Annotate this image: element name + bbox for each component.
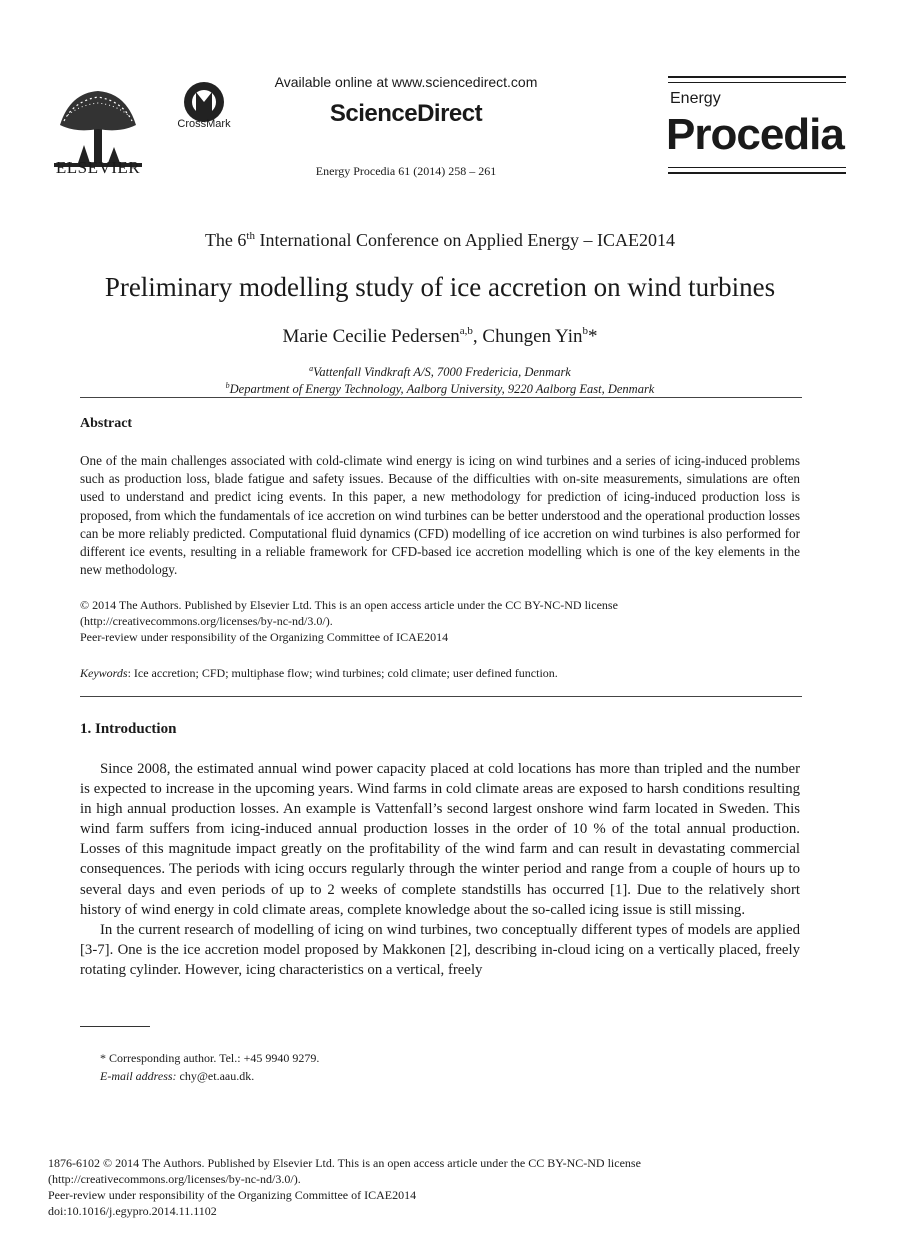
keywords-line: Keywords: Ice accretion; CFD; multiphase flow; wind turbines; cold climate; user defined function.: [80, 666, 558, 680]
affiliation-a: $^a$Vattenfall Vindkraft A/S, 7000 Fredericia, Denmark: [309, 364, 571, 379]
introduction-paragraph: In the current research of modelling of icing on wind turbines, two conceptually different types of models are applied [3-7]. One is the ice accretion model proposed by Makkonen [2], describing in-cloud icing on a vertically placed, freely rotating cylinder. However, icing characteristics on a vertical, freely: [80, 921, 800, 978]
email-address[interactable]: chy@et.aau.dk.: [176, 1069, 255, 1083]
journal-logo-procedia: Procedia: [666, 110, 844, 159]
email-note: E-mail address: chy@et.aau.dk.: [100, 1069, 255, 1083]
introduction-body: [80, 759, 800, 980]
author-list: Marie Cecilie Pedersen$^{a,b}$, Chungen Yin$^b$*: [282, 325, 598, 347]
footer-license-link[interactable]: (http://creativecommons.org/licenses/by-nc-nd/3.0/).: [48, 1172, 301, 1186]
peer-review-line: Peer-review under responsibility of the Organizing Committee of ICAE2014: [80, 630, 449, 644]
corresponding-marker: *: [588, 326, 598, 347]
journal-logo-rule-top: [668, 76, 846, 78]
journal-logo-energy: Energy: [670, 90, 721, 107]
affiliation-b: $^b$Department of Energy Technology, Aalborg University, 9220 Aalborg East, Denmark: [225, 381, 655, 396]
journal-logo-rule-bottom-thin: [668, 167, 846, 168]
journal-logo-rule-top-thin: [668, 82, 846, 83]
copyright-line: © 2014 The Authors. Published by Elsevier Ltd. This is an open access article under the CC BY-NC-ND license: [80, 598, 618, 612]
introduction-heading: 1. Introduction: [80, 721, 177, 737]
publisher-name: ELSEVIER: [55, 158, 141, 177]
introduction-paragraph: Since 2008, the estimated annual wind power capacity placed at cold locations has more than tripled and the number is expected to increase in the upcoming years. Wind farms in cold climate areas are exposed to harsh conditions resulting in high annual production losses. An example is Vattenfall’s second largest onshore wind farm located in Sweden. This wind farm suffers from icing-induced annual production losses in the order of 10 % of the total annual production. Losses of this magnitude impact greatly on the profitability of the wind farm and can result in devastating commercial consequences. The periods with icing occurs regularly through the winter period and range from a couple of hours up to several days and even periods of up to 2 weeks of complete standstills has occurred [1]. Due to the relatively short history of wind energy in cold climate areas, complete knowledge about the so-called icing issue is still missing.: [80, 761, 800, 918]
footer-peer-review: Peer-review under responsibility of the Organizing Committee of ICAE2014: [48, 1188, 417, 1202]
corresponding-author-note: * Corresponding author. Tel.: +45 9940 9279.: [100, 1051, 320, 1065]
author-name: Marie Cecilie Pedersen: [282, 326, 460, 347]
abstract-heading: Abstract: [80, 416, 133, 431]
author-affiliation-marks: b: [582, 325, 588, 337]
header-divider: [80, 397, 802, 398]
abstract-text: One of the main challenges associated with cold-climate wind energy is icing on wind turbines and a series of icing-induced problems such as production loss, blade fatigue and safety issues. Because of the difficulties with on-site measurements, simulations are often used to understand and predict icing events. In this paper, a new methodology for prediction of icing-induced production loss is proposed, from which the fundamentals of ice accretion on wind turbines can be better understood and the operational production losses can be more reliably predicted. Computational fluid dynamics (CFD) modelling of ice accretion on wind turbines is also performed for different ice events, resulting in a reliable framework for CFD-based ice accretion modelling which is one of the key elements in the new methodology.: [80, 453, 800, 578]
author-name: Chungen Yin: [482, 326, 583, 347]
doi-link[interactable]: doi:10.1016/j.egypro.2014.11.1102: [48, 1204, 217, 1218]
journal-logo-rule-bottom: [668, 172, 846, 174]
footnote-rule: [80, 1026, 150, 1027]
footer-issn-line: 1876-6102 © 2014 The Authors. Published by Elsevier Ltd. This is an open access article under the CC BY-NC-ND license: [48, 1156, 641, 1170]
sciencedirect-logo[interactable]: ScienceDirect: [329, 100, 483, 127]
paper-title: Preliminary modelling study of ice accretion on wind turbines: [104, 272, 776, 302]
license-link[interactable]: (http://creativecommons.org/licenses/by-nc-nd/3.0/).: [80, 614, 333, 628]
abstract-divider: [80, 696, 802, 697]
conference-name: The 6th International Conference on Applied Energy – ICAE2014: [204, 230, 676, 250]
available-online-link[interactable]: Available online at www.sciencedirect.com: [274, 74, 538, 90]
author-affiliation-marks: a,b: [459, 325, 473, 337]
crossmark-label: CrossMark: [177, 118, 231, 130]
journal-reference: Energy Procedia 61 (2014) 258 – 261: [315, 164, 497, 178]
